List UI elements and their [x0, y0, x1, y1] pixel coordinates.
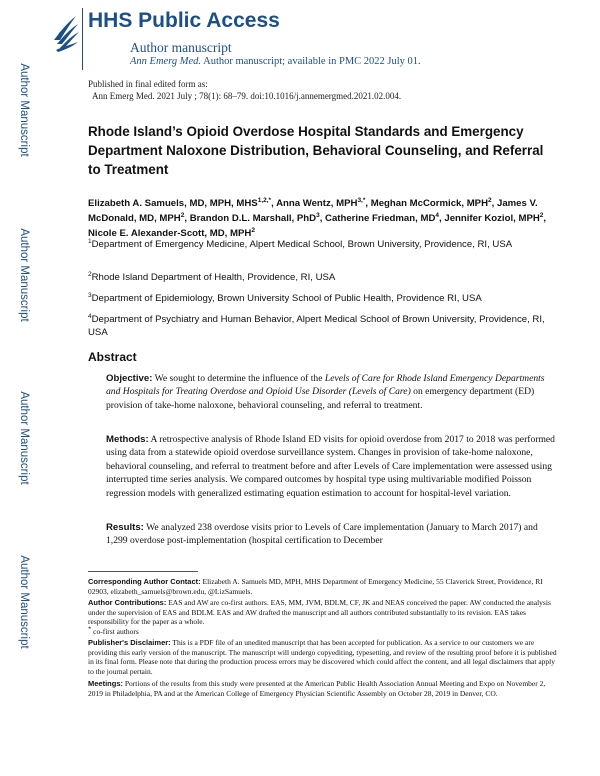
meetings-note: Meetings: Portions of the results from this study were presented at the American Public Health Association Annual Meeting and Expo on November 2, 2019 in Philadelphia, PA and at the American College of Emergency Physician Scientific Assembly on October 28, 2019 in Denver, CO. — [88, 679, 546, 698]
author-separator: , — [184, 213, 190, 224]
affiliation-2: $^2$Rhode Island Department of Health, Providence, RI, USA — [88, 270, 336, 283]
abstract-objective: Objective: We sought to determine the influence of the Levels of Care for Rhode Island Emergency Departments and Hospitals for Treating Overdose and Opioid Use Disorder (Levels of Care) on emergency department (ED) provision of take-home naloxone, behavioral counseling, and referral to treatment. — [106, 373, 545, 411]
affiliation-4: $^4$Department of Psychiatry and Human Behavior, Alpert Medical School of Brown University, Providence, RI, USA — [88, 312, 545, 338]
author-affiliation-mark: 2 — [488, 196, 492, 204]
co-first-note: * co-first authors — [88, 625, 139, 636]
author-affiliation-mark: 3,* — [357, 196, 366, 204]
author-affiliation-mark: 3 — [316, 211, 320, 219]
author-name: Meghan McCormick, MPH — [370, 198, 489, 209]
author-name: Brandon D.L. Marshall, PhD — [189, 213, 317, 224]
author-name: Nicole E. Alexander-Scott, MD, MPH — [88, 228, 252, 239]
hhs-public-access-title: HHS Public Access — [88, 9, 280, 32]
author-list — [88, 196, 558, 241]
author-separator: , — [365, 198, 371, 209]
author-name: Catherine Friedman, MD — [325, 213, 436, 224]
abstract-results: Results: We analyzed 238 overdose visits prior to Levels of Care implementation (January to March 2017) and 1,299 overdose post-implementation (hospital certification to December — [106, 522, 538, 547]
author-separator: , — [491, 198, 497, 209]
author-separator: , — [439, 213, 445, 224]
side-label-author-manuscript: Author Manuscript — [18, 63, 30, 157]
author-name: Elizabeth A. Samuels, MD, MPH, MHS — [88, 198, 258, 209]
author-affiliation-mark: 1,2,* — [257, 196, 272, 204]
side-margin — [0, 0, 48, 776]
header-divider — [82, 8, 83, 70]
publisher-disclaimer: Publisher's Disclaimer: This is a PDF file of an unedited manuscript that has been accepted for publication. As a service to our customers we are providing this early version of the manuscript. The manuscript will undergo copyediting, typesetting, and review of the resulting proof before it is published in its final form. Please note that during the production process errors may be discovered which could affect the content, and all legal disclaimers that apply to the journal pertain. — [88, 638, 557, 676]
abstract-methods: Methods: A retrospective analysis of Rhode Island ED visits for opioid overdose from 2017 to 2018 was performed using data from a statewide opioid overdose surveillance system. Changes in provision of take-home naloxone, behavioral counseling, and referral to treatment before and after Levels of Care implementation were assessed using interrupted time series analysis. We compared outcomes by hospital type using multivariable modified Poisson regression models with generalized estimating equation estimation to account for hospital-level variation. — [106, 434, 555, 499]
author-name: James V. McDonald, MD, MPH — [88, 198, 538, 224]
availability-line: Ann Emerg Med. Author manuscript; available in PMC 2022 July 01. — [130, 56, 421, 67]
side-label-author-manuscript: Author Manuscript — [18, 228, 30, 322]
side-label-author-manuscript: Author Manuscript — [18, 555, 30, 649]
author-separator: , — [319, 213, 326, 224]
article-title: Rhode Island’s Opioid Overdose Hospital Standards and Emergency Department Naloxone Distribution, Behavioral Counseling, and Referral to Treatment — [88, 124, 544, 177]
author-affiliation-mark: 2 — [251, 226, 255, 234]
author-affiliation-mark: 2 — [180, 211, 185, 219]
published-in-block: Published in final edited form as: Ann Emerg Med. 2021 July ; 78(1): 68–79. doi:10.1016/j.annemergmed.2021.02.004. — [88, 79, 402, 101]
author-contributions-note: Author Contributions: EAS and AW are co-first authors. EAS, MM, JVM, BDLM, CF, JK and NEAS conceived the paper. AW conducted the analysis under the supervision of EAS and BDLM. EAS and AW drafted the manuscript and all authors contributed substantially to its revision. EAS takes responsibility for the paper as a whole. — [88, 598, 551, 627]
author-name: Jennifer Koziol, MPH — [444, 213, 540, 224]
abstract-heading: Abstract — [88, 350, 137, 364]
citation: Ann Emerg Med. 2021 July ; 78(1): 68–79. doi:10.1016/j.annemergmed.2021.02.004. — [92, 91, 402, 101]
author-name: Anna Wentz, MPH — [276, 198, 358, 209]
corresponding-author-note: Corresponding Author Contact: Elizabeth A. Samuels MD, MPH, MHS Department of Emergency Medicine, 55 Claverick Street, Providence, RI 02903, elizabeth_samuels@brown.edu, @LizSamuels. — [88, 577, 543, 596]
author-affiliation-mark: 4 — [435, 211, 440, 219]
author-manuscript-label: Author manuscript — [130, 40, 232, 55]
hhs-eagle-logo-icon — [52, 10, 80, 56]
side-label-author-manuscript: Author Manuscript — [18, 391, 30, 485]
footnote-rule — [88, 571, 198, 572]
affiliation-1: $^1$Department of Emergency Medicine, Alpert Medical School, Brown University, Providence, RI, USA — [88, 237, 513, 250]
author-separator: , — [543, 213, 547, 224]
author-separator: , — [271, 198, 277, 209]
affiliation-3: $^3$Department of Epidemiology, Brown University School of Public Health, Providence RI, USA — [88, 291, 482, 304]
author-affiliation-mark: 2 — [539, 211, 544, 219]
